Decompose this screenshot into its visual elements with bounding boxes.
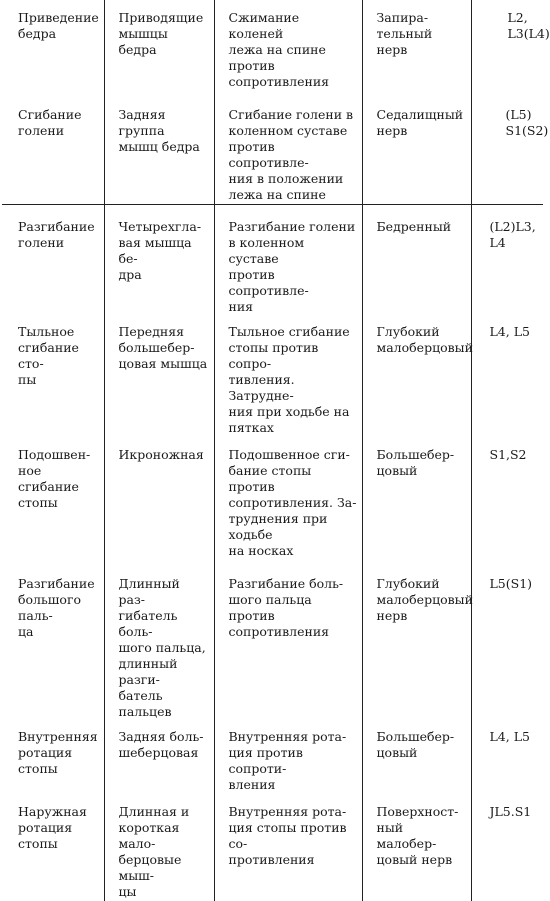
muscle-innervation-table (2, 0, 550, 901)
movement-cell: Разгибание большого паль- ца (2, 560, 104, 721)
nerve-cell: Глубокий малоберцовый нерв (362, 560, 471, 721)
nerve-cell: Большебер- цовый (362, 721, 471, 794)
test-cell: Разгибание голени в коленном суставе против сопротивле- ния (214, 205, 362, 317)
roots-cell: L2, L3(L4) (471, 0, 543, 91)
movement-cell: Приведение бедра (2, 0, 104, 91)
movement-cell: Сгибание голени (2, 91, 104, 205)
muscle-cell: Четырехгла- вая мышца бе- дра (104, 205, 214, 317)
muscle-cell: Икроножная (104, 437, 214, 560)
table-row (2, 721, 543, 794)
roots-cell: JL5.S1 (471, 794, 543, 901)
muscle-cell: Передняя большебер- цовая мышца (104, 316, 214, 437)
table-row (2, 316, 543, 437)
muscle-cell: Длинный раз- гибатель боль- шого пальца, длинный разги- батель пальцев (104, 560, 214, 721)
table-row (2, 560, 543, 721)
test-cell: Сжимание коленей лежа на спине против сопротивления (214, 0, 362, 91)
test-cell: Тыльное сгибание стопы против сопро- тивления. Затрудне- ния при ходьбе на пятках (214, 316, 362, 437)
muscle-cell: Длинная и короткая мало- берцовые мыш- цы (104, 794, 214, 901)
table-row (2, 205, 543, 317)
roots-cell: S1,S2 (471, 437, 543, 560)
nerve-cell: Бедренный (362, 205, 471, 317)
muscle-cell: Задняя группа мышц бедра (104, 91, 214, 205)
roots-cell: (L2)L3, L4 (471, 205, 543, 317)
nerve-cell: Запира- тельный нерв (362, 0, 471, 91)
test-cell: Разгибание боль- шого пальца против сопротивления (214, 560, 362, 721)
table-row (2, 794, 543, 901)
roots-cell: L5(S1) (471, 560, 543, 721)
nerve-cell: Седалищный нерв (362, 91, 471, 205)
nerve-cell: Поверхност- ный малобер- цовый нерв (362, 794, 471, 901)
movement-cell: Разгибание голени (2, 205, 104, 317)
movement-cell: Внутренняя ротация стопы (2, 721, 104, 794)
muscle-cell: Приводящие мышцы бедра (104, 0, 214, 91)
table-row (2, 0, 543, 91)
table-row (2, 91, 543, 205)
test-cell: Внутренняя рота- ция стопы против со- противления (214, 794, 362, 901)
roots-cell: L4, L5 (471, 316, 543, 437)
test-cell: Внутренняя рота- ция против сопроти- вления (214, 721, 362, 794)
movement-cell: Подошвен- ное сгибание стопы (2, 437, 104, 560)
movement-cell: Тыльное сгибание сто- пы (2, 316, 104, 437)
nerve-cell: Глубокий малоберцовый (362, 316, 471, 437)
table-row (2, 437, 543, 560)
roots-cell: L4, L5 (471, 721, 543, 794)
test-cell: Подошвенное сги- бание стопы против сопротивления. За- труднения при ходьбе на носках (214, 437, 362, 560)
movement-cell: Наружная ротация стопы (2, 794, 104, 901)
muscle-cell: Задняя боль- шеберцовая (104, 721, 214, 794)
roots-cell: (L5) S1(S2) (471, 91, 543, 205)
nerve-cell: Большебер- цовый (362, 437, 471, 560)
test-cell: Сгибание голени в коленном суставе против сопротивле- ния в положении лежа на спине (214, 91, 362, 205)
